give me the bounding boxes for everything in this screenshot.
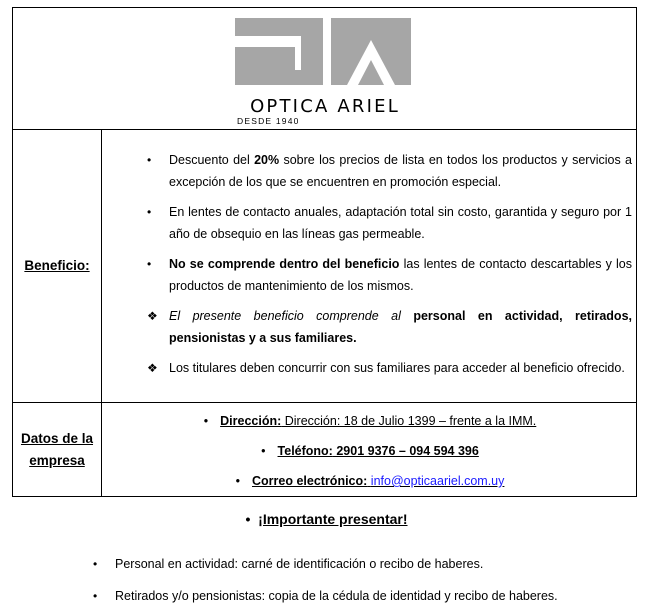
- company-row: [13, 402, 636, 497]
- bullet-icon: •: [93, 589, 98, 603]
- list-item: • En lentes de contacto anuales, adaptación total sin costo, garantida y seguro por 1 año de obsequio en las líneas gas permeable.: [145, 201, 632, 245]
- diamond-bullet-icon: ❖: [147, 361, 158, 375]
- list-item: • Descuento del 20% sobre los precios de lista en todos los productos y servicios a excepción de los que se encuentren en promoción especial.: [145, 149, 632, 193]
- list-item: • No se comprende dentro del beneficio las lentes de contacto descartables y los productos de mantenimiento de los mismos.: [145, 253, 632, 297]
- email-item: • Correo electrónico: info@opticaariel.com.uy: [102, 466, 638, 496]
- bullet-icon: •: [261, 444, 266, 458]
- bullet-icon: •: [203, 414, 209, 428]
- phone-item: • Teléfono: 2901 9376 – 094 594 396: [102, 436, 638, 466]
- company-label: Datos de la empresa: [13, 402, 102, 497]
- list-item: • Personal en actividad: carné de identificación o recibo de haberes.: [93, 548, 558, 580]
- logo-since: DESDE 1940: [237, 116, 300, 126]
- email-link[interactable]: info@opticaariel.com.uy: [370, 474, 505, 488]
- company-info-list: [102, 406, 638, 496]
- address-item: • Dirección: Dirección: 18 de Julio 1399 – frente a la IMM.: [102, 406, 638, 436]
- benefit-list: [145, 149, 632, 387]
- bullet-icon: •: [147, 257, 152, 271]
- list-item: ❖ Los titulares deben concurrir con sus familiares para acceder al beneficio ofrecido.: [145, 357, 632, 379]
- bullet-icon: •: [147, 153, 152, 167]
- logo-row: [13, 8, 636, 130]
- diamond-bullet-icon: ❖: [147, 309, 158, 323]
- benefit-label: Beneficio:: [13, 129, 102, 402]
- benefit-row: [13, 129, 636, 403]
- important-heading: • ¡Importante presentar!: [245, 511, 408, 527]
- bullet-icon: •: [245, 511, 259, 527]
- list-item: • Retirados y/o pensionistas: copia de la cédula de identidad y recibo de haberes.: [93, 580, 558, 612]
- required-docs-list: [93, 548, 558, 612]
- list-item: ❖ El presente beneficio comprende al personal en actividad, retirados, pensionistas y a sus familiares.: [145, 305, 632, 349]
- logo-name: OPTICA ARIEL: [250, 96, 400, 117]
- bullet-icon: •: [93, 557, 98, 571]
- logo-mark-icon: [235, 18, 415, 88]
- bullet-icon: •: [147, 205, 152, 219]
- benefit-table: [12, 7, 637, 497]
- optica-ariel-logo: [235, 18, 415, 126]
- bullet-icon: •: [235, 474, 240, 488]
